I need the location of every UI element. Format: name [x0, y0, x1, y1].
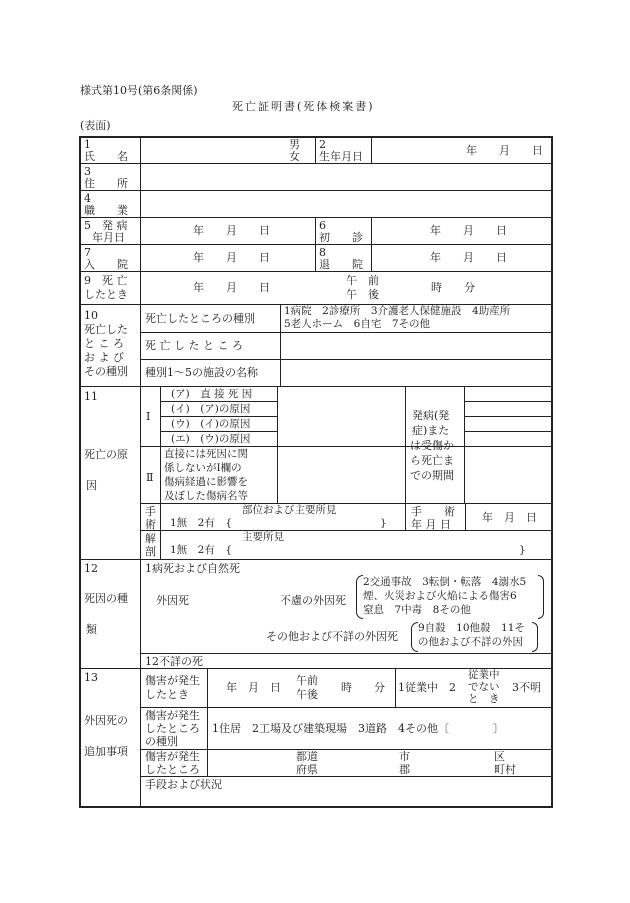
admission-label: 入 院 [84, 258, 128, 271]
other-options-1[interactable]: 9自殺 10他殺 11そ [418, 622, 525, 634]
surgery-label-1: 手 [145, 505, 156, 518]
injury-place-label-1: 傷害が発生 [145, 750, 200, 763]
duration-label-2: 症)また [412, 424, 450, 437]
injury-place-type-label-3: の種別 [145, 735, 178, 748]
part-2-desc-4: 及ぼした傷病名等 [164, 490, 248, 502]
discharge-date-field[interactable]: 年 月 日 [430, 251, 507, 264]
death-place-label-2: と こ ろ [84, 337, 124, 350]
row11-number: 11 [84, 390, 98, 403]
autopsy-options[interactable]: 1無 2有 { [170, 544, 233, 556]
city-label: 市 [399, 750, 410, 763]
page-title: 死亡証明書(死体検案書) [232, 100, 375, 113]
first-visit-label: 初 診 [319, 231, 363, 244]
autopsy-close-brace: } [519, 544, 526, 556]
place-type-options-2[interactable]: 5老人ホーム 6自宅 7その他 [284, 318, 431, 330]
autopsy-label-1: 解 [145, 532, 156, 545]
surgery-date-label-2: 年 月 日 [411, 518, 451, 531]
surgery-close-brace: } [380, 517, 387, 529]
surgery-date-label-1: 手 術 [411, 505, 455, 518]
death-date-field[interactable]: 年 月 日 [193, 281, 270, 294]
male-option[interactable]: 男 [289, 138, 300, 151]
other-options-2[interactable]: の他および不詳の外因 [418, 636, 523, 648]
side-label: (表面) [80, 119, 111, 132]
manner-label-2: 類 [86, 623, 97, 636]
am-option[interactable]: 午 前 [346, 274, 379, 287]
not-at-work-1[interactable]: 従業中 [468, 669, 500, 681]
row10-number: 10 [84, 309, 98, 322]
injury-time-field[interactable]: 時 分 [341, 681, 385, 694]
discharge-label: 退 院 [319, 258, 363, 271]
part-2-desc-3: 傷病経過に影響を [164, 476, 248, 488]
other-external-label: その他および不詳の外因死 [266, 630, 398, 643]
cause-u-label: (ウ) (イ)の原因 [171, 418, 251, 430]
row13-number: 13 [84, 671, 98, 684]
injury-pm-option[interactable]: 午後 [296, 688, 318, 701]
row8-number: 8 [319, 246, 326, 259]
occupation-label: 職 業 [84, 204, 128, 217]
duration-label-4: ら死亡ま [410, 454, 454, 467]
direct-cause-label: (ア) 直 接 死 因 [171, 388, 253, 400]
death-time-field[interactable]: 時 分 [431, 281, 475, 294]
accident-options-2[interactable]: 煙、火災および火焔による傷害6 [363, 590, 517, 602]
onset-label: 5 発 病 [84, 219, 128, 232]
row6-number: 6 [319, 219, 326, 232]
birthdate-field[interactable]: 年 月 日 [466, 144, 543, 157]
external-additional-label-2: 追加事項 [84, 745, 128, 758]
external-cause-label: 外因死 [156, 594, 189, 607]
facility-name-label: 種別1～5の施設の名称 [145, 366, 258, 379]
ward-label: 区 [494, 750, 505, 763]
death-time-label: 9 死 亡 [84, 274, 128, 287]
address-label: 住 所 [84, 177, 128, 190]
injury-place-type-label-1: 傷害が発生 [145, 709, 200, 722]
prefecture-label-2: 府県 [296, 763, 318, 776]
injury-time-label-2: したとき [145, 688, 189, 701]
death-place-field-label: 死 亡 し た と こ ろ [145, 339, 243, 352]
other-brace [411, 622, 418, 652]
row3-number: 3 [84, 165, 91, 178]
surgery-date-field[interactable]: 年 月 日 [482, 511, 537, 524]
part-1-label: Ⅰ [146, 410, 151, 423]
row7-number: 7 [84, 246, 91, 259]
injury-time-label-1: 傷害が発生 [145, 674, 200, 687]
form-number: 様式第10号(第6条関係) [80, 84, 198, 97]
at-work-option[interactable]: 1従業中 2 [398, 681, 456, 694]
place-type-options-1[interactable]: 1病院 2診療所 3介護老人保健施設 4助産所 [284, 305, 511, 317]
death-place-label-4: その種別 [84, 365, 128, 378]
county-label: 郡 [399, 763, 410, 776]
duration-label-3: は受傷か [410, 439, 454, 452]
unknown-option[interactable]: 12不詳の死 [145, 655, 203, 668]
prefecture-label-1: 都道 [296, 750, 318, 763]
place-type-label: 死亡したところの種別 [145, 312, 255, 325]
other-brace-right [532, 622, 538, 652]
injury-place-label-2: したところ [145, 763, 200, 776]
manner-label-1: 死因の種 [84, 592, 128, 605]
injury-place-options[interactable]: 1住居 2工場及び建築現場 3道路 4その他〔 〕 [212, 722, 504, 735]
injury-am-option[interactable]: 午前 [296, 674, 318, 687]
row1-number: 1 [84, 138, 91, 151]
injury-date-field[interactable]: 年 月 日 [226, 681, 281, 694]
onset-label-2: 年月日 [92, 231, 125, 244]
accident-brace-right [538, 575, 544, 619]
autopsy-label-2: 剖 [145, 545, 156, 558]
pm-option[interactable]: 午 後 [346, 288, 379, 301]
not-at-work-3[interactable]: と き [468, 693, 500, 705]
surgery-findings-label: 部位および主要所見 [242, 504, 337, 516]
part-2-desc-2: 係しないがⅠ欄の [164, 462, 242, 474]
accidental-label: 不慮の外因死 [280, 594, 346, 607]
accident-options-1[interactable]: 2交通事故 3転倒・転落 4溺水5 [363, 576, 527, 588]
part-2-label: Ⅱ [146, 471, 154, 484]
death-place-label-3: お よ び [84, 351, 124, 364]
natural-death-option[interactable]: 1病死および自然死 [145, 562, 240, 575]
autopsy-findings-label: 主要所見 [242, 531, 284, 543]
death-place-label-1: 死亡した [84, 323, 128, 336]
duration-label-1: 発病(発 [412, 409, 450, 422]
not-at-work-2[interactable]: でない [468, 681, 500, 693]
cause-label-2: 因 [86, 479, 97, 492]
cause-e-label: (エ) (ウ)の原因 [171, 433, 251, 445]
means-label: 手段および状況 [145, 778, 222, 791]
row12-number: 12 [84, 562, 98, 575]
row2-number: 2 [319, 138, 326, 151]
duration-label-5: での期間 [410, 469, 454, 482]
surgery-options[interactable]: 1無 2有 { [170, 517, 233, 529]
admission-date-field[interactable]: 年 月 日 [193, 251, 270, 264]
onset-date-field[interactable]: 年 月 日 [193, 224, 270, 237]
first-visit-date-field[interactable]: 年 月 日 [430, 224, 507, 237]
cause-label-1: 死亡の原 [84, 448, 128, 461]
injury-place-type-label-2: したところ [145, 722, 200, 735]
town-label: 町村 [494, 763, 516, 776]
female-option[interactable]: 女 [289, 150, 300, 163]
cause-i-label: (イ) (ア)の原因 [171, 403, 251, 415]
row4-number: 4 [84, 192, 91, 205]
accident-brace [356, 575, 363, 619]
external-additional-label-1: 外因死の [84, 714, 128, 727]
part-2-desc-1: 直接には死因に関 [164, 448, 248, 460]
name-label: 氏 名 [84, 150, 128, 163]
birthdate-label: 生年月日 [319, 150, 363, 163]
death-time-label-2: したとき [84, 288, 128, 301]
accident-options-3[interactable]: 窒息 7中毒 8その他 [363, 604, 471, 616]
surgery-label-2: 術 [145, 518, 156, 531]
work-unknown-option[interactable]: 3不明 [512, 681, 541, 694]
